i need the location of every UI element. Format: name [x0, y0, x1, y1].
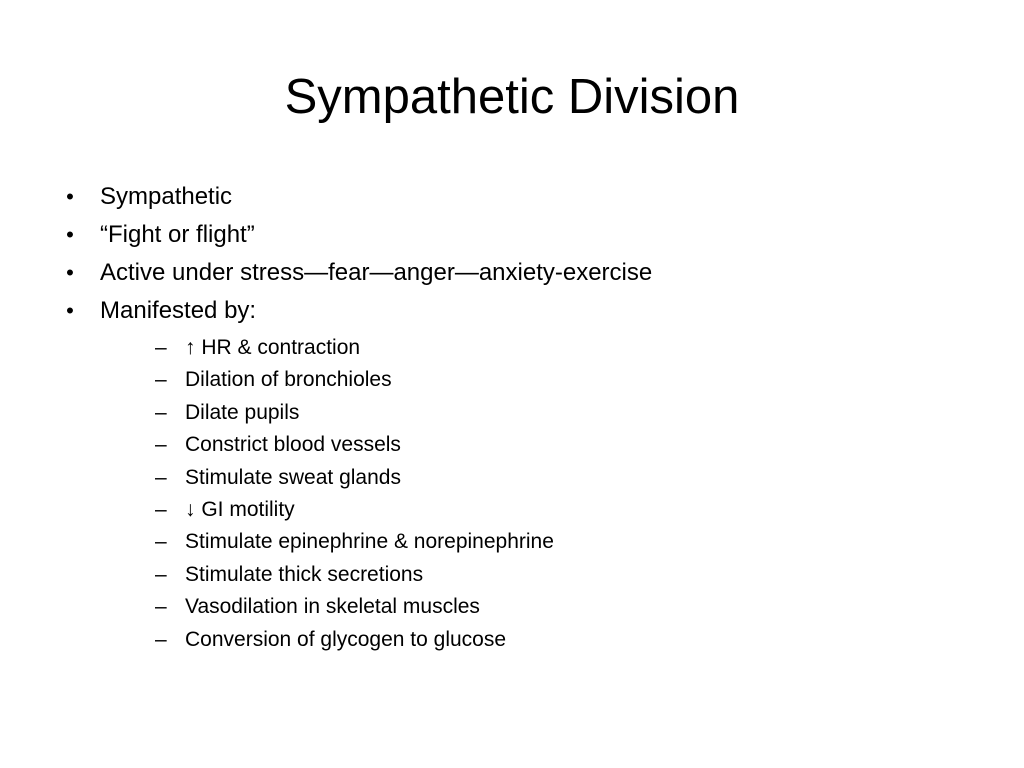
sub-bullet-item — [155, 462, 980, 494]
sub-bullet-text: Stimulate sweat glands — [185, 465, 401, 489]
sub-bullet-text: Dilate pupils — [185, 400, 300, 424]
dash-marker: – — [155, 400, 167, 424]
dash-marker: – — [155, 336, 167, 359]
slide-title: Sympathetic Division — [284, 70, 740, 124]
dash-marker: – — [155, 562, 167, 586]
sub-bullet-item — [155, 364, 980, 396]
sub-bullet-item — [155, 429, 980, 461]
dash-marker: – — [155, 595, 167, 619]
dash-marker: – — [155, 627, 167, 651]
sub-bullet-text: Stimulate epinephrine & norepinephrine — [185, 530, 554, 554]
sub-bullet-list — [155, 332, 980, 656]
bullet-item-manifested-by — [60, 292, 980, 656]
sub-bullet-text: Constrict blood vessels — [185, 433, 401, 457]
sub-bullet-text: ↑ HR & contraction — [185, 336, 361, 359]
bullet-item-fight-or-flight — [60, 216, 980, 254]
bullet-text: “Fight or flight” — [100, 221, 255, 248]
bullet-text: Manifested by: — [100, 297, 257, 324]
dash-marker: – — [155, 368, 167, 392]
sub-bullet-item — [155, 591, 980, 623]
bullet-marker: • — [66, 298, 74, 323]
bullet-marker: • — [66, 260, 74, 285]
sub-bullet-text: Vasodilation in skeletal muscles — [185, 595, 480, 619]
dash-marker: – — [155, 530, 167, 554]
bullet-text: Sympathetic — [100, 183, 233, 210]
sub-bullet-item — [155, 624, 980, 656]
sub-bullet-text: Stimulate thick secretions — [185, 562, 424, 586]
sub-bullet-item — [155, 526, 980, 558]
sub-bullet-item — [155, 332, 980, 364]
bullet-marker: • — [66, 222, 74, 247]
bullet-list — [60, 178, 980, 656]
sub-bullet-item — [155, 494, 980, 526]
sub-bullet-item — [155, 559, 980, 591]
sub-bullet-text: ↓ GI motility — [185, 498, 295, 522]
dash-marker: – — [155, 433, 167, 457]
dash-marker: – — [155, 465, 167, 489]
slide-body — [60, 178, 980, 656]
sub-bullet-text: Dilation of bronchioles — [185, 368, 392, 392]
bullet-marker: • — [66, 184, 74, 209]
bullet-item-sympathetic — [60, 178, 980, 216]
sub-bullet-text: Conversion of glycogen to glucose — [185, 627, 507, 651]
sub-bullet-item — [155, 397, 980, 429]
bullet-text: Active under stress—fear—anger—anxiety-exercise — [100, 259, 653, 286]
dash-marker: – — [155, 498, 167, 522]
bullet-item-active-under-stress — [60, 254, 980, 292]
